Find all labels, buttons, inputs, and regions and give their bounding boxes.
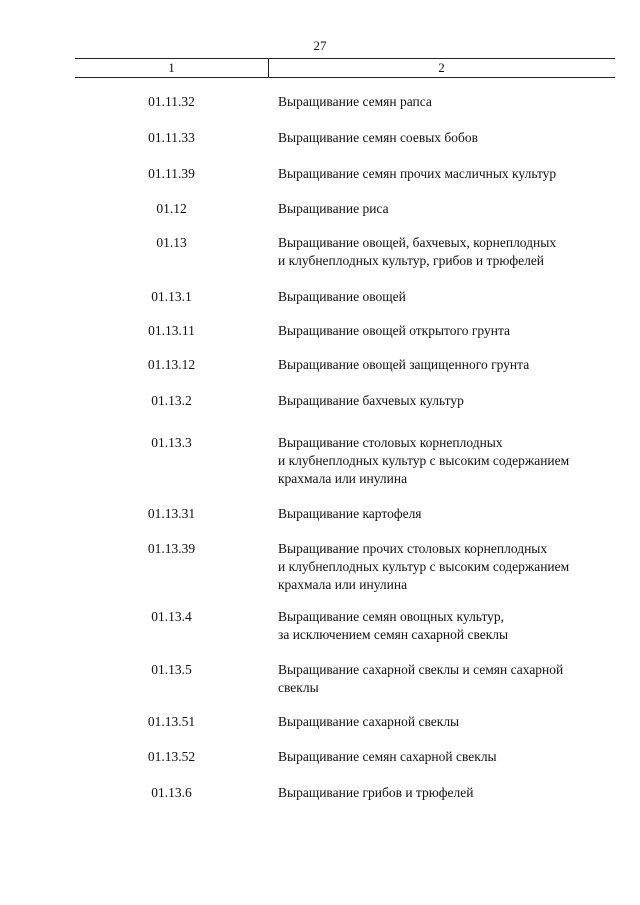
activity-description — [278, 608, 618, 644]
description-line: Выращивание риса — [278, 201, 389, 216]
okved-code: 01.13.52 — [147, 749, 196, 764]
activity-description — [278, 165, 618, 183]
activity-description — [278, 200, 618, 218]
activity-description — [278, 93, 618, 111]
activity-description — [278, 356, 618, 374]
okved-code: 01.13 — [156, 235, 187, 250]
okved-code: 01.13.51 — [147, 714, 196, 729]
description-line: Выращивание грибов и трюфелей — [278, 785, 474, 800]
description-line: Выращивание бахчевых культур — [278, 393, 464, 408]
description-line: Выращивание сахарной свеклы и семян сахарной — [278, 662, 564, 677]
description-line: за исключением семян сахарной свеклы — [278, 627, 509, 642]
okved-code: 01.11.39 — [148, 166, 195, 181]
description-line: свеклы — [278, 680, 319, 695]
description-line: Выращивание семян прочих масличных культур — [278, 166, 557, 181]
description-line: Выращивание овощей, бахчевых, корнеплодных — [278, 235, 557, 250]
okved-code: 01.12 — [156, 201, 187, 216]
description-line: Выращивание картофеля — [278, 506, 422, 521]
description-line: Выращивание столовых корнеплодных — [278, 435, 503, 450]
column-header-1: 1 — [168, 60, 175, 75]
okved-code: 01.13.3 — [151, 435, 192, 450]
activity-description — [278, 288, 618, 306]
okved-code: 01.13.6 — [151, 785, 192, 800]
description-line: Выращивание овощей — [278, 289, 406, 304]
okved-code: 01.13.1 — [151, 289, 192, 304]
activity-description — [278, 234, 618, 270]
table-header-top-rule — [75, 58, 615, 59]
description-line: Выращивание прочих столовых корнеплодных — [278, 541, 548, 556]
okved-code: 01.13.39 — [147, 541, 196, 556]
okved-code: 01.13.31 — [147, 506, 196, 521]
activity-description — [278, 434, 618, 488]
activity-description — [278, 322, 618, 340]
activity-description — [278, 713, 618, 731]
description-line: и клубнеплодных культур с высоким содержанием — [278, 453, 570, 468]
table-header-bottom-rule — [75, 77, 615, 78]
okved-code: 01.11.33 — [148, 130, 195, 145]
activity-description — [278, 784, 618, 802]
okved-code: 01.13.2 — [151, 393, 192, 408]
okved-code: 01.13.4 — [151, 609, 192, 624]
activity-description — [278, 505, 618, 523]
activity-description — [278, 748, 618, 766]
description-line: Выращивание сахарной свеклы — [278, 714, 460, 729]
column-header-2: 2 — [438, 60, 445, 75]
description-line: крахмала или инулина — [278, 471, 408, 486]
description-line: крахмала или инулина — [278, 577, 408, 592]
okved-code: 01.11.32 — [148, 94, 195, 109]
okved-code: 01.13.11 — [148, 323, 195, 338]
activity-description — [278, 540, 618, 594]
description-line: Выращивание семян рапса — [278, 94, 432, 109]
page-number: 27 — [313, 38, 327, 53]
okved-code: 01.13.12 — [147, 357, 196, 372]
activity-description — [278, 661, 618, 697]
description-line: Выращивание семян соевых бобов — [278, 130, 479, 145]
description-line: Выращивание семян сахарной свеклы — [278, 749, 497, 764]
description-line: и клубнеплодных культур с высоким содержанием — [278, 559, 570, 574]
okved-code: 01.13.5 — [151, 662, 192, 677]
description-line: Выращивание овощей открытого грунта — [278, 323, 510, 338]
activity-description — [278, 392, 618, 410]
description-line: Выращивание семян овощных культур, — [278, 609, 505, 624]
description-line: Выращивание овощей защищенного грунта — [278, 357, 530, 372]
description-line: и клубнеплодных культур, грибов и трюфелей — [278, 253, 545, 268]
activity-description — [278, 129, 618, 147]
